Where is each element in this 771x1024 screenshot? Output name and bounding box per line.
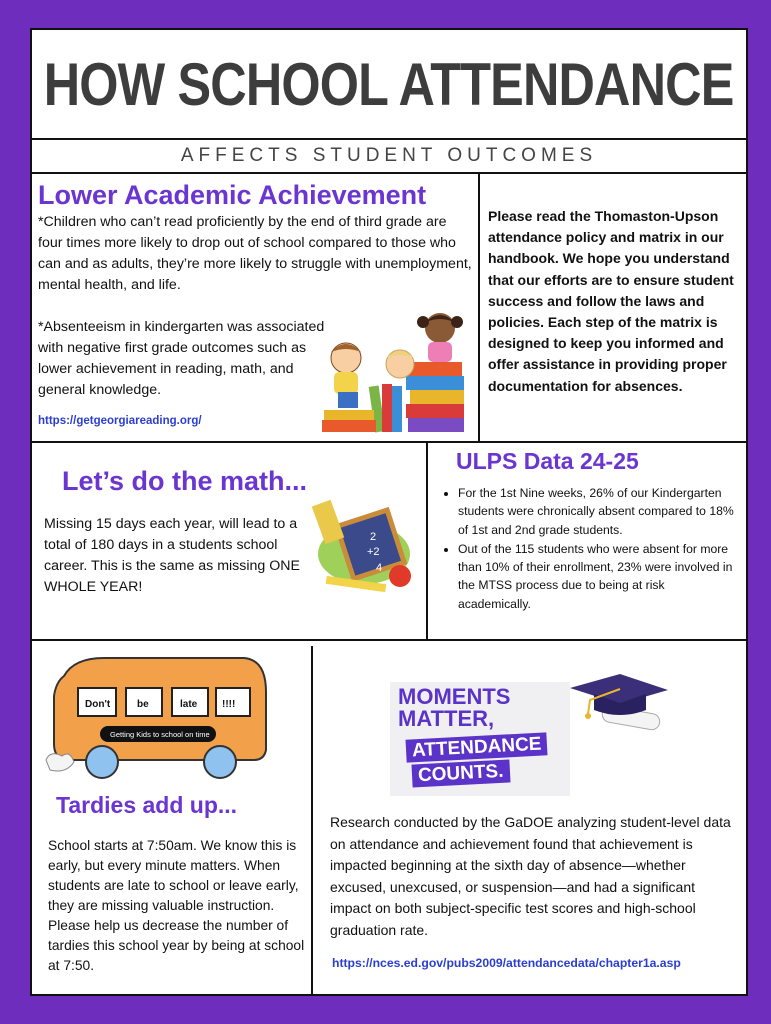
moments-line3: ATTENDANCE <box>405 732 547 762</box>
kids-reading-illustration <box>320 300 470 435</box>
bus-wheel-icon <box>204 746 236 778</box>
ulps-bullet-list <box>444 484 740 614</box>
chalk-line-1: 2 <box>370 531 377 543</box>
pencil-cup-icon <box>312 500 344 544</box>
moments-line2: MATTER, <box>398 706 495 731</box>
title-banner <box>32 30 746 140</box>
math-text: Missing 15 days each year, will lead to a total of 180 days in a students school career. This is the same as missing ONE WHOLE YEAR! <box>44 516 300 595</box>
ulps-heading: ULPS Data 24-25 <box>456 448 639 474</box>
moments-matter-graphic <box>390 682 570 796</box>
moments-line4: COUNTS. <box>411 759 510 787</box>
chalk-line-3: 4 <box>376 562 383 574</box>
school-bus-illustration <box>44 652 270 780</box>
tardies-text: School starts at 7:50am. We know this is early, but every minute matters. When students are late to school or leave early, they are missing valuable instruction. Please help us decrease the number of tardies this school year by being at school at 7:50. <box>48 838 305 973</box>
research-text: Research conducted by the GaDOE analyzing student-level data on attendance and achievement found that achievement is impacted beginning at the sixth day of absence—whether excused, unexcused, or suspension—and had a significant impact on both subject-specific test scores and high-school graduation rate. <box>330 814 731 938</box>
bus-banner-text: Getting Kids to school on time <box>110 730 210 739</box>
divider-v-mid <box>426 441 428 640</box>
divider-h-2 <box>32 639 746 641</box>
bus-window-text: !!!! <box>222 699 236 710</box>
divider-v-top <box>478 174 480 442</box>
bus-wheel-icon <box>86 746 118 778</box>
policy-text: Please read the Thomaston-Upson attendance policy and matrix in our handbook. We hope you understand that our efforts are to ensure student success and follow the laws and policies. Each step of the matrix is designed to keep you informed and offer assistance in providing proper documentation for absences. <box>488 208 734 394</box>
book-icon <box>408 362 462 376</box>
moments-line1: MOMENTS <box>398 684 511 709</box>
page-subtitle: AFFECTS STUDENT OUTCOMES <box>180 145 598 166</box>
graduation-cap-icon <box>568 670 672 738</box>
bus-window-text: late <box>180 699 198 710</box>
ulps-bullet: • Out of the 115 students who were absent for more than 10% of their enrollment, 23% were involved in the MTSS process due to being at risk academically. <box>458 540 740 613</box>
divider-h-1 <box>32 441 746 443</box>
divider-v-bottom <box>311 646 313 996</box>
math-heading: Let’s do the math... <box>62 466 308 496</box>
bus-window-text: Don't <box>85 699 111 710</box>
bus-window-text: be <box>137 699 149 710</box>
lower-achievement-para2: *Absenteeism in kindergarten was associated with negative first grade outcomes such as lower achievement in reading, math, and general knowledge. <box>38 319 325 398</box>
flyer-sheet <box>30 28 748 996</box>
lower-achievement-heading: Lower Academic Achievement <box>38 180 427 210</box>
apple-icon <box>389 565 411 587</box>
nces-link[interactable]: https://nces.ed.gov/pubs2009/attendancedata/chapter1a.asp <box>332 956 681 970</box>
getgeorgiareading-link[interactable]: https://getgeorgiareading.org/ <box>38 415 202 427</box>
tardies-heading: Tardies add up... <box>56 792 238 818</box>
ulps-bullet: • For the 1st Nine weeks, 26% of our Kindergarten students were chronically absent compared to 18% of 1st and 2nd grade students. <box>458 484 740 539</box>
chalk-line-2: +2 <box>367 546 380 558</box>
page-title: HOW SCHOOL ATTENDANCE <box>44 50 734 118</box>
lower-achievement-para1: *Children who can’t read proficiently by the end of third grade are four times more likely to drop out of school compared to those who can and as adults, they’re more likely to struggle with unemployment, mental health, and life. <box>38 214 472 293</box>
subtitle-banner <box>32 140 746 174</box>
chalkboard-math-illustration <box>312 498 416 596</box>
